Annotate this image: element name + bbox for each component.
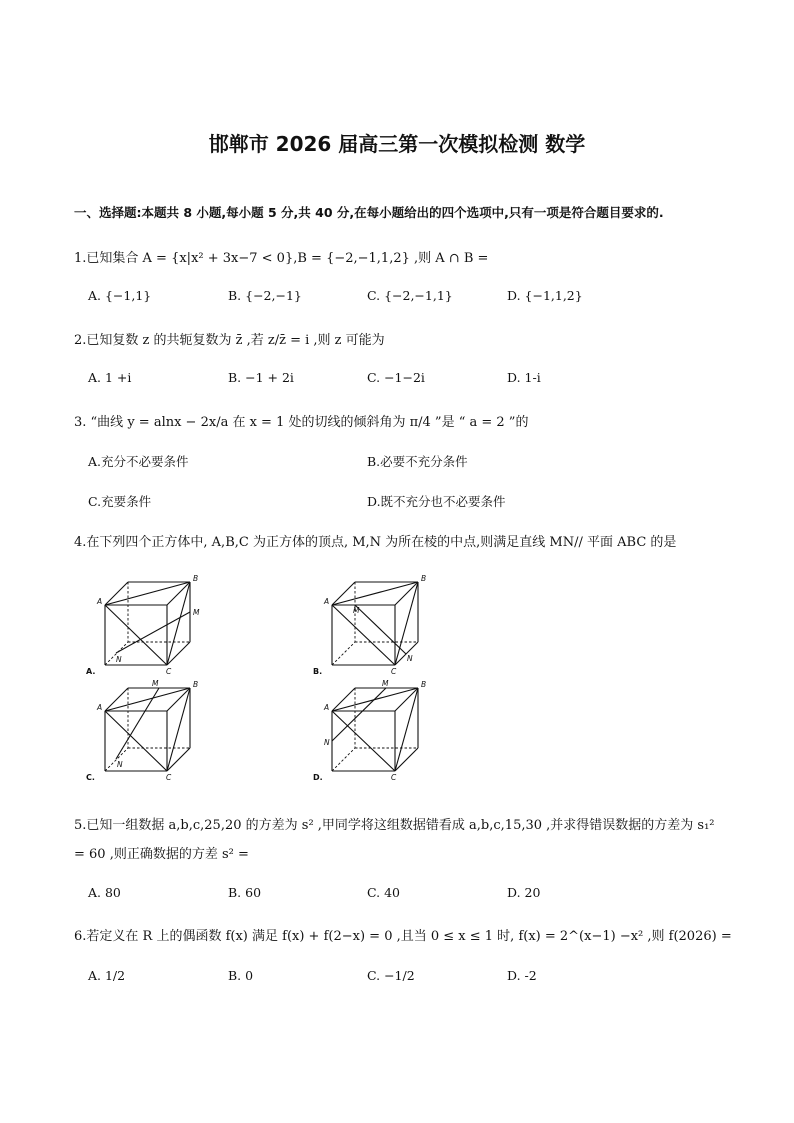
- q5-option-c: C. 40: [367, 885, 400, 900]
- label-m: M: [193, 608, 200, 617]
- label-a: A: [324, 597, 330, 606]
- q2-option-d: D. 1-i: [507, 370, 541, 385]
- cube-figure-c: [80, 676, 220, 786]
- cube-figure-b: [310, 570, 450, 680]
- label-c: C: [391, 773, 397, 782]
- label-c: C: [166, 773, 172, 782]
- q5-option-b: B. 60: [228, 885, 262, 900]
- label-a: A: [324, 703, 330, 712]
- q3-option-d: D.既不充分也不必要条件: [367, 494, 506, 509]
- label-c: C: [166, 667, 172, 676]
- label-n: N: [407, 654, 413, 663]
- q1-option-c: C. {−2,−1,1}: [367, 288, 453, 303]
- label-b: B: [193, 680, 199, 689]
- cube-figure-d: [310, 676, 450, 786]
- q5-option-a: A. 80: [88, 885, 121, 900]
- q6-option-c: C. −1/2: [367, 968, 415, 983]
- label-m: M: [353, 606, 360, 615]
- section-heading: 一、选择题:本题共 8 小题,每小题 5 分,共 40 分,在每小题给出的四个选项中,只有一项是符合题目要求的.: [74, 205, 664, 220]
- question-1-stem: 1.已知集合 A = {x|x² + 3x−7 < 0},B = {−2,−1,1,2} ,则 A ∩ B =: [74, 251, 489, 266]
- q2-option-c: C. −1−2i: [367, 370, 425, 385]
- q2-option-b: B. −1 + 2i: [228, 370, 294, 385]
- q3-option-a: A.充分不必要条件: [88, 454, 189, 469]
- q1-option-a: A. {−1,1}: [88, 288, 152, 303]
- question-6-stem: 6.若定义在 R 上的偶函数 f(x) 满足 f(x) + f(2−x) = 0 ,且当 0 ≤ x ≤ 1 时, f(x) = 2^(x−1) −x² ,则 f(2026) =: [74, 929, 732, 944]
- q5-option-d: D. 20: [507, 885, 541, 900]
- label-a: A: [97, 703, 103, 712]
- q1-option-d: D. {−1,1,2}: [507, 288, 583, 303]
- question-5-stem-line2: = 60 ,则正确数据的方差 s² =: [74, 847, 249, 862]
- q3-option-b: B.必要不充分条件: [367, 454, 468, 469]
- label-a: A: [97, 597, 103, 606]
- label-b: B: [193, 574, 199, 583]
- label-n: N: [324, 738, 330, 747]
- q6-option-b: B. 0: [228, 968, 254, 983]
- q6-option-d: D. -2: [507, 968, 537, 983]
- question-3-stem: 3. “曲线 y = alnx − 2x/a 在 x = 1 处的切线的倾斜角为 π/4 ”是 “ a = 2 ”的: [74, 415, 529, 430]
- figure-d-label: D.: [313, 773, 323, 782]
- figure-b-label: B.: [313, 667, 323, 676]
- q2-option-a: A. 1 +i: [88, 370, 132, 385]
- figure-c-label: C.: [86, 773, 95, 782]
- figure-a-label: A.: [86, 667, 96, 676]
- label-n: N: [116, 655, 122, 664]
- q6-option-a: A. 1/2: [88, 968, 126, 983]
- label-b: B: [421, 680, 427, 689]
- question-2-stem: 2.已知复数 z 的共轭复数为 z̄ ,若 z/z̄ = i ,则 z 可能为: [74, 333, 385, 348]
- label-n: N: [117, 760, 123, 769]
- question-4-stem: 4.在下列四个正方体中, A,B,C 为正方体的顶点, M,N 为所在棱的中点,则满足直线 MN// 平面 ABC 的是: [74, 535, 677, 550]
- q1-option-b: B. {−2,−1}: [228, 288, 302, 303]
- label-c: C: [391, 667, 397, 676]
- q3-option-c: C.充要条件: [88, 494, 152, 509]
- label-m: M: [382, 679, 389, 688]
- page-title: 邯郸市 2026 届高三第一次模拟检测 数学: [208, 132, 586, 156]
- label-m: M: [152, 679, 159, 688]
- cube-figure-a: [80, 570, 220, 680]
- label-b: B: [421, 574, 427, 583]
- question-5-stem-line1: 5.已知一组数据 a,b,c,25,20 的方差为 s² ,甲同学将这组数据错看成 a,b,c,15,30 ,并求得错误数据的方差为 s₁²: [74, 818, 715, 833]
